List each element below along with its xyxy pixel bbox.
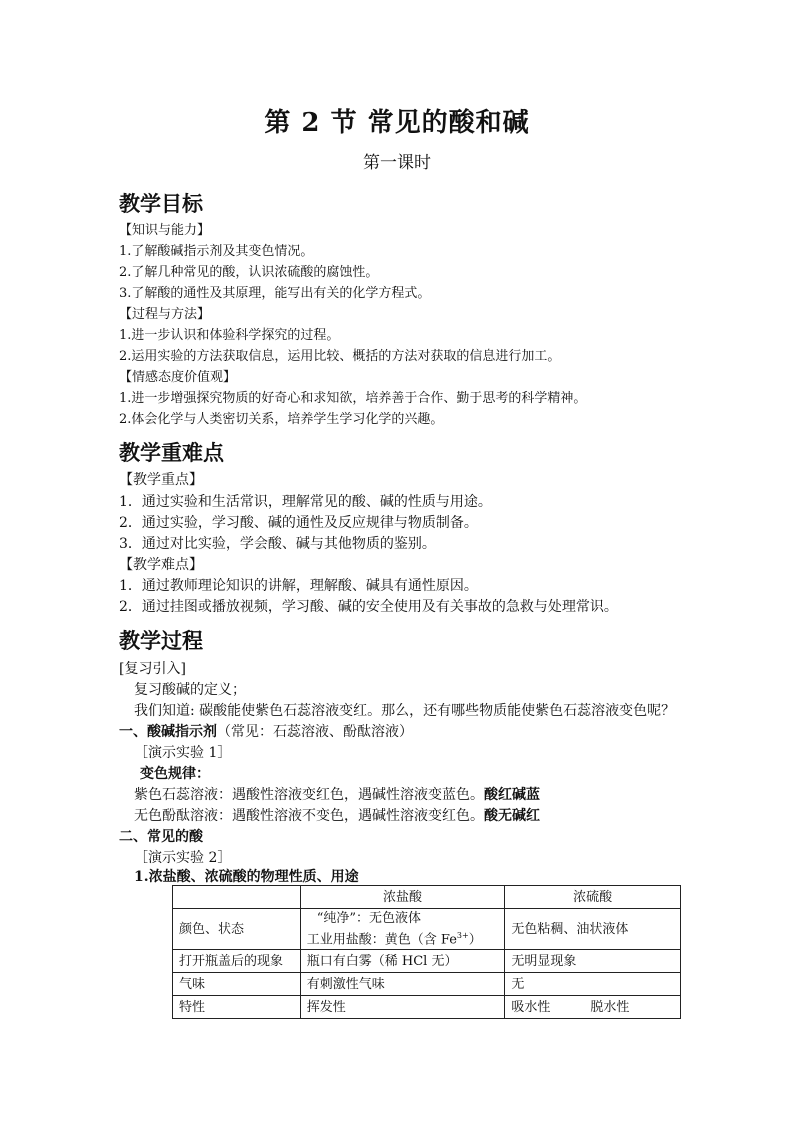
table-row bbox=[173, 950, 681, 973]
page-title: 第 2 节 常见的酸和碱 bbox=[264, 108, 530, 138]
review-intro: 我们知道: 碳酸能使紫色石蕊溶液变红。那么，还有哪些物质能使紫色石蕊溶液变色呢？ bbox=[134, 703, 676, 719]
goals-process-2: 2.运用实验的方法获取信息，运用比较、概括的方法对获取的信息进行加工。 bbox=[119, 349, 561, 364]
color-rule-label: 变色规律： bbox=[140, 766, 210, 782]
goals-process-label: 【过程与方法】 bbox=[119, 307, 211, 322]
litmus-text: 紫色石蕊溶液：遇酸性溶液变红色，遇碱性溶液变蓝色。 bbox=[134, 787, 484, 803]
table-cell-label: 打开瓶盖后的现象 bbox=[173, 950, 301, 973]
table-cell-label: 颜色、状态 bbox=[173, 909, 301, 950]
table-header-cell: 浓盐酸 bbox=[300, 886, 505, 909]
table-header-row bbox=[173, 886, 681, 909]
litmus-rule bbox=[134, 786, 540, 804]
section-heading-key-points: 教学重难点 bbox=[119, 440, 224, 465]
table-cell-text: 脱水性 bbox=[590, 999, 630, 1015]
table-cell-h2so4 bbox=[505, 996, 681, 1019]
goals-knowledge-label: 【知识与能力】 bbox=[119, 223, 211, 238]
difficult-1: 1．通过教师理论知识的讲解，理解酸、碱具有通性原因。 bbox=[119, 578, 478, 594]
indicator-section bbox=[119, 723, 413, 741]
goals-attitude-1: 1.进一步增强探究物质的好奇心和求知欲，培养善于合作、勤于思考的科学精神。 bbox=[119, 391, 587, 406]
table-cell-label: 气味 bbox=[173, 973, 301, 996]
table-cell-hcl: 有刺激性气味 bbox=[300, 973, 505, 996]
superscript: 3+ bbox=[456, 931, 469, 940]
table-header-cell bbox=[173, 886, 301, 909]
goals-process-1: 1.进一步认识和体验科学探究的过程。 bbox=[119, 328, 340, 343]
review-definition: 复习酸碱的定义； bbox=[134, 682, 246, 698]
table-cell-hcl bbox=[300, 909, 505, 950]
table-header-cell: 浓硫酸 bbox=[505, 886, 681, 909]
goals-knowledge-2: 2.了解几种常见的酸，认识浓硫酸的腐蚀性。 bbox=[119, 265, 379, 280]
table-cell-line bbox=[307, 927, 499, 948]
table-cell-label: 特性 bbox=[173, 996, 301, 1019]
page-subtitle: 第一课时 bbox=[363, 153, 431, 173]
focus-2: 2．通过实验，学习酸、碱的通性及反应规律与物质制备。 bbox=[119, 515, 478, 531]
table-cell-hcl: 瓶口有白雾（稀 HCl 无） bbox=[300, 950, 505, 973]
goals-knowledge-1: 1.了解酸碱指示剂及其变色情况。 bbox=[119, 244, 314, 259]
focus-label: 【教学重点】 bbox=[119, 472, 203, 488]
difficult-label: 【教学难点】 bbox=[119, 557, 203, 573]
section-heading-process: 教学过程 bbox=[119, 628, 203, 653]
focus-3: 3．通过对比实验，学会酸、碱与其他物质的鉴别。 bbox=[119, 536, 436, 552]
demo-1-label: ［演示实验 1］ bbox=[134, 745, 232, 761]
table-cell-line: “纯净”：无色液体 bbox=[316, 911, 422, 926]
table-row bbox=[173, 909, 681, 950]
table-cell-text: ） bbox=[468, 932, 482, 948]
goals-attitude-label: 【情感态度价值观】 bbox=[119, 370, 237, 385]
section-heading-goals: 教学目标 bbox=[119, 191, 203, 216]
table-cell-h2so4: 无明显现象 bbox=[505, 950, 681, 973]
table-title: 1.浓盐酸、浓硫酸的物理性质、用途 bbox=[134, 869, 359, 885]
litmus-summary: 酸红碱蓝 bbox=[484, 787, 540, 803]
table-row bbox=[173, 973, 681, 996]
table-cell-text: 吸水性 bbox=[511, 999, 551, 1015]
table-row bbox=[173, 996, 681, 1019]
phenolphthalein-rule bbox=[134, 807, 540, 825]
phenolphthalein-summary: 酸无碱红 bbox=[484, 808, 540, 824]
review-label: [复习引入] bbox=[119, 661, 186, 677]
common-acids-heading: 二、常见的酸 bbox=[119, 829, 203, 845]
indicator-common: （常见：石蕊溶液、酚酞溶液） bbox=[217, 724, 413, 740]
phenolphthalein-text: 无色酚酞溶液：遇酸性溶液不变色，遇碱性溶液变红色。 bbox=[134, 808, 484, 824]
table-cell-hcl: 挥发性 bbox=[300, 996, 505, 1019]
demo-2-label: ［演示实验 2］ bbox=[134, 850, 232, 866]
difficult-2: 2．通过挂图或播放视频，学习酸、碱的安全使用及有关事故的急救与处理常识。 bbox=[119, 599, 618, 615]
indicator-heading: 一、酸碱指示剂 bbox=[119, 724, 217, 740]
table-cell-h2so4: 无 bbox=[505, 973, 681, 996]
table-cell-h2so4: 无色粘稠、油状液体 bbox=[505, 909, 681, 950]
goals-attitude-2: 2.体会化学与人类密切关系，培养学生学习化学的兴趣。 bbox=[119, 412, 444, 427]
goals-knowledge-3: 3.了解酸的通性及其原理，能写出有关的化学方程式。 bbox=[119, 286, 431, 301]
table-cell-text: 工业用盐酸：黄色（含 Fe bbox=[306, 932, 457, 948]
acid-properties-table bbox=[172, 885, 681, 1019]
focus-1: 1．通过实验和生活常识，理解常见的酸、碱的性质与用途。 bbox=[119, 494, 492, 510]
